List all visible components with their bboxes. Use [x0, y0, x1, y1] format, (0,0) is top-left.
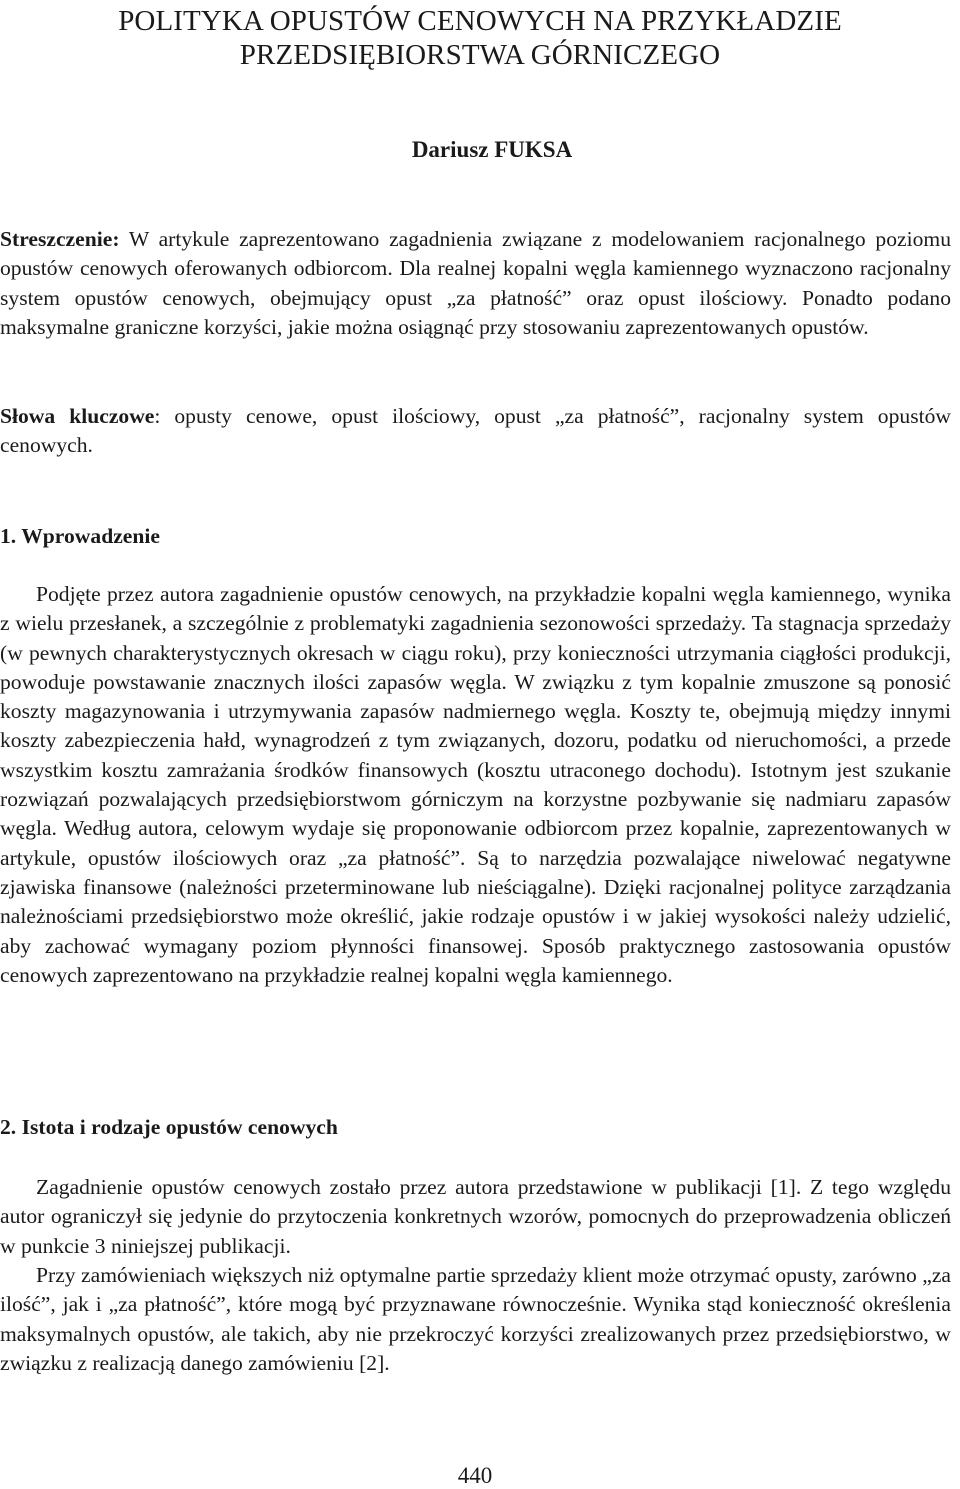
section-1-paragraph: Podjęte przez autora zagadnienie opustów cenowych, na przykładzie kopalni węgla kamiennego, wynika z wielu przesłanek, a szczególnie z problematyki zagadnienia sezonowości sprzedaży. Ta stagnacja sprzedaży (w pewnych charakterystycznych okresach w ciągu roku), przy konieczności utrzymania ciągłości produkcji, powoduje powstawanie znacznych ilości zapasów węgla. W związku z tym kopalnie zmuszone są ponosić koszty magazynowania i utrzymywania zapasów nadmiernego węgla. Koszty te, obejmują między innymi koszty zabezpieczenia hałd, wynagrodzeń z tym związanych, dozoru, podatku od nieruchomości, a przede wszystkim kosztu zamrażania środków finansowych (kosztu utraconego dochodu). Istotnym jest szukanie rozwiązań pozwalających przedsiębiorstwom górniczym na korzystne pozbywanie się nadmiaru zapasów węgla. Według autora, celowym wydaje się proponowanie odbiorcom przez kopalnie, zaprezentowanych w artykule, opustów ilościowych oraz „za płatność”. Są to narzędzia pozwalające niwelować negatywne zjawiska finansowe (należności przeterminowane lub nieściągalne). Dzięki racjonalnej polityce zarządzania należnościami przedsiębiorstwo może określić, jakie rodzaje opustów i w jakiej wysokości należy udzielić, aby zachować wymagany poziom płynności finansowej. Sposób praktycznego zastosowania opustów cenowych zaprezentowano na przykładzie realnej kopalni węgla kamiennego. [0, 582, 951, 987]
abstract [0, 225, 951, 342]
paper-title-line-1: POLITYKA OPUSTÓW CENOWYCH NA PRZYKŁADZIE [118, 5, 842, 37]
paper-title-line-2: PRZEDSIĘBIORSTWA GÓRNICZEGO [239, 39, 721, 71]
section-2-paragraph-2: Przy zamówieniach większych niż optymalne partie sprzedaży klient może otrzymać opusty, zarówno „za ilość”, jak i „za płatność”, które mogą być przyznawane równocześnie. Wynika stąd konieczność określenia maksymalnych opustów, ale takich, aby nie przekroczyć korzyści zrealizowanych przez przedsiębiorstwo, w związku z realizacją danego zamówieniu [2]. [0, 1263, 951, 1375]
abstract-label: Streszczenie: [0, 227, 120, 251]
paper-title [0, 4, 960, 72]
keywords-text: : opusty cenowe, opust ilościowy, opust „za płatność”, racjonalny system opustów cenowych. [0, 404, 951, 458]
section-2-heading: 2. Istota i rodzaje opustów cenowych [0, 1115, 338, 1139]
keywords-label: Słowa kluczowe [0, 404, 155, 428]
section-1-heading: 1. Wprowadzenie [0, 524, 160, 548]
section-2-paragraph-1: Zagadnienie opustów cenowych zostało przez autora przedstawione w publikacji [1]. Z tego względu autor ograniczył się jedynie do przytoczenia konkretnych wzorów, pomocnych do przeprowadzenia obliczeń w punkcie 3 niniejszej publikacji. [0, 1175, 951, 1258]
abstract-text: W artykule zaprezentowano zagadnienia związane z modelowaniem racjonalnego poziomu opustów cenowych oferowanych odbiorcom. Dla realnej kopalni węgla kamiennego wyznaczono racjonalny system opustów cenowych, obejmujący opust „za płatność” oraz opust ilościowy. Ponadto podano maksymalne graniczne korzyści, jakie można osiągnąć przy stosowaniu zaprezentowanych opustów. [0, 227, 951, 339]
author-name: Dariusz FUKSA [411, 137, 573, 162]
keywords [0, 402, 951, 461]
page-number: 440 [457, 1463, 493, 1488]
